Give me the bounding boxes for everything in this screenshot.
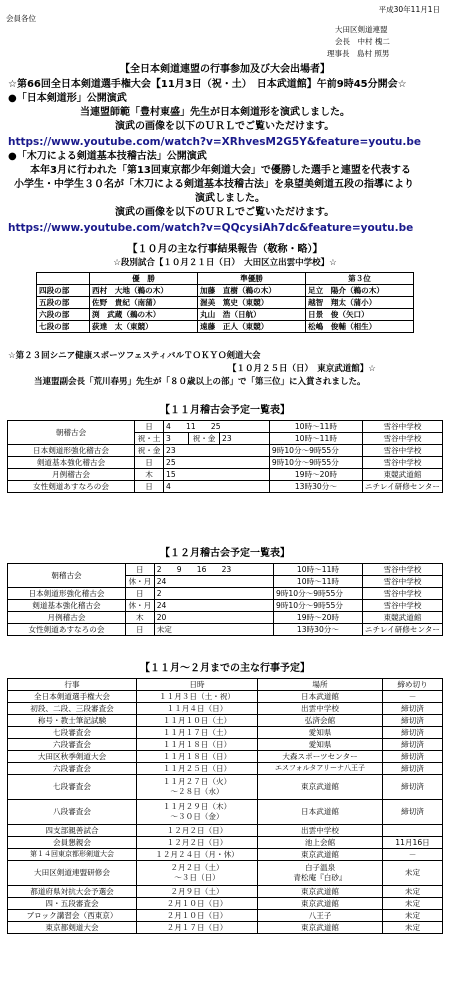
practice-dates: 3 (164, 433, 189, 445)
practice-time: 9時10分～9時55分 (269, 445, 362, 457)
practice-row (8, 588, 443, 600)
december-practice-title: 【１２月稽古会予定一覧表】 (160, 548, 290, 559)
practice-day: 木 (125, 612, 154, 624)
schedule-place: エスフォルタアリーナ八王子 (258, 763, 383, 775)
item1-line1: 当連盟師範「豊村東盛」先生が日本剣道形を演武しました。 (80, 107, 350, 118)
november-practice-table (7, 420, 443, 493)
notice-title: 【全日本剣道連盟の行事参加及び大会出場者】 (120, 64, 330, 75)
schedule-place: 東京武道館 (258, 922, 383, 934)
practice-day: 休・月 (125, 600, 154, 612)
results-winner: 佐野 貴紀（南蒲） (90, 297, 198, 309)
schedule-date: １２月２４日（月・休） (137, 849, 258, 861)
schedule-event: 初段、二段、三段審査会 (8, 703, 137, 715)
schedule-row (8, 886, 443, 898)
schedule-event: 第１４回東京都形剣道大会 (8, 849, 137, 861)
schedule-deadline: 締切済 (383, 739, 443, 751)
item2-line1: 本年3月に行われた「第13回東京都少年剣道大会」で優勝した選手と連盟を代表する (30, 165, 411, 176)
schedule-place: 弘済会館 (258, 715, 383, 727)
practice-dates: 25 (164, 457, 270, 469)
schedule-event: 八段審査会 (8, 800, 137, 825)
practice-place: 雪谷中学校 (362, 457, 442, 469)
practice-day: 日 (125, 624, 154, 636)
practice-place: 雪谷中学校 (362, 576, 442, 588)
schedule-row (8, 727, 443, 739)
practice-time: 10時～11時 (269, 433, 362, 445)
results-header-row (37, 273, 414, 285)
december-practice-table (7, 563, 443, 636)
november-practice-title: 【１１月稽古会予定一覧表】 (160, 405, 290, 416)
schedule-event: 全日本剣道選手権大会 (8, 691, 137, 703)
schedule-event: 六段審査会 (8, 763, 137, 775)
results-row (37, 309, 414, 321)
schedule-deadline: 締切済 (383, 800, 443, 825)
practice-dates: 2 9 16 23 (154, 564, 273, 576)
schedule-header-place: 場所 (258, 679, 383, 691)
schedule-place: 八王子 (258, 910, 383, 922)
practice-row (8, 481, 443, 493)
schedule-event: 大田区剣道連盟研修会 (8, 861, 137, 886)
schedule-place: 東京武道館 (258, 849, 383, 861)
results-third: 日景 俊（矢口） (306, 309, 414, 321)
results-winner: 西村 大地（鵜の木） (90, 285, 198, 297)
schedule-place (258, 861, 383, 886)
practice-day: 木 (135, 469, 164, 481)
item2-video-link[interactable]: https://www.youtube.com/watch?v=QQcysiAh7dc&feature=youtu.be (8, 222, 414, 234)
schedule-date-start: ２月２日（土） (170, 863, 224, 873)
schedule-deadline: － (383, 691, 443, 703)
schedule-place: 出雲中学校 (258, 703, 383, 715)
senior-result-line: 当連盟副会長「荒川春男」先生が「８０歳以上の部」で「第三位」に入賞されました。 (34, 377, 366, 387)
item2-line3: 演武しました。 (195, 193, 265, 204)
schedule-date: １１月１７日（土） (137, 727, 258, 739)
schedule-deadline: 締切済 (383, 727, 443, 739)
practice-time: 10時～11時 (274, 576, 363, 588)
practice-dates: 24 (154, 600, 273, 612)
practice-place: 雪谷中学校 (362, 445, 442, 457)
practice-time: 9時10分～9時55分 (274, 600, 363, 612)
october-results-title: 【１０月の主な行事結果報告（敬称・略）】 (127, 244, 323, 255)
results-runnerup: 加藤 直樹（鵜の木） (198, 285, 306, 297)
practice-row (8, 469, 443, 481)
schedule-date-end: ～２８日（水） (170, 787, 224, 796)
practice-name: 日本剣道形強化稽古会 (8, 588, 126, 600)
results-row (37, 285, 414, 297)
schedule-date-end: ～３日（日） (174, 873, 220, 882)
schedule-deadline: 未定 (383, 898, 443, 910)
results-rank: 五段の部 (37, 297, 90, 309)
schedule-event: 大田区秋季剣道大会 (8, 751, 137, 763)
schedule-deadline: 締切済 (383, 703, 443, 715)
schedule-date: １１月１０日（土） (137, 715, 258, 727)
results-header-winner: 優 勝 (90, 273, 198, 285)
senior-event-line1: ☆第２３回シニア健康スポーツフェスティバルＴＯＫＹＯ剣道大会 (8, 351, 261, 361)
schedule-header-row (8, 679, 443, 691)
schedule-date (137, 775, 258, 800)
schedule-row (8, 861, 443, 886)
practice-day: 休・月 (125, 576, 154, 588)
schedule-deadline: － (383, 849, 443, 861)
practice-name: 女性剣道あすなろの会 (8, 624, 126, 636)
schedule-event: ブロック講習会（西東京） (8, 910, 137, 922)
practice-place: 東競武道館 (362, 612, 442, 624)
item2-line4: 演武の画像を以下のＵＲＬでご覧いただけます。 (115, 207, 335, 218)
schedule-row (8, 800, 443, 825)
practice-dates2: 23 (220, 433, 270, 445)
schedule-deadline: 締切済 (383, 751, 443, 763)
schedule-place: 東京武道館 (258, 775, 383, 800)
practice-time: 13時30分～ (274, 624, 363, 636)
schedule-date-start: １１月２９日（木） (162, 802, 232, 812)
practice-time: 9時10分～9時55分 (274, 588, 363, 600)
schedule-event: 東京都剣道大会 (8, 922, 137, 934)
schedule-row (8, 715, 443, 727)
practice-place: 雪谷中学校 (362, 588, 442, 600)
practice-row (8, 564, 443, 576)
item2-line2: 小学生・中学生３０名が「木刀による剣道基本技稽古法」を泉望美剣道五段の指導により (14, 179, 414, 190)
item1-video-link[interactable]: https://www.youtube.com/watch?v=XRhvesM2G5Y&feature=youtu.be (8, 136, 422, 148)
schedule-place: 出雲中学校 (258, 825, 383, 837)
practice-place: 雪谷中学校 (362, 421, 442, 433)
schedule-date: ２月１０日（日） (137, 910, 258, 922)
schedule-deadline: 締切済 (383, 775, 443, 800)
practice-place: ニチレイ研修センター (362, 624, 442, 636)
practice-time: 19時～20時 (274, 612, 363, 624)
schedule-deadline: 11月16日 (383, 837, 443, 849)
schedule-place: 東京武道館 (258, 886, 383, 898)
practice-dates: 20 (154, 612, 273, 624)
schedule-date-start: １１月２７日（火） (162, 777, 232, 787)
practice-place: 雪谷中学校 (362, 433, 442, 445)
schedule-deadline: 未定 (383, 910, 443, 922)
results-header-runnerup: 準優勝 (198, 273, 306, 285)
results-row (37, 321, 414, 333)
results-winner: 渕 武蔵（鵜の木） (90, 309, 198, 321)
schedule-deadline: 未定 (383, 886, 443, 898)
results-runnerup: 遠藤 正人（東競） (198, 321, 306, 333)
schedule-date-end: ～３０日（金） (170, 812, 224, 821)
results-rank: 四段の部 (37, 285, 90, 297)
schedule-event: 七段審査会 (8, 727, 137, 739)
practice-name: 朝稽古会 (8, 421, 135, 445)
results-header-third: 第３位 (306, 273, 414, 285)
practice-place: 雪谷中学校 (362, 564, 442, 576)
results-rank: 七段の部 (37, 321, 90, 333)
results-winner: 荻達 太（東競） (90, 321, 198, 333)
dan-results-table (36, 272, 414, 333)
schedule-date: １１月２５日（日） (137, 763, 258, 775)
schedule-deadline: 締切済 (383, 763, 443, 775)
schedule-event: 会員懇親会 (8, 837, 137, 849)
practice-time: 9時10分～9時55分 (269, 457, 362, 469)
practice-row (8, 457, 443, 469)
schedule-row (8, 849, 443, 861)
schedule-date (137, 800, 258, 825)
practice-dates: 24 (154, 576, 273, 588)
practice-day2: 祝・金 (189, 433, 220, 445)
item1-line2: 演武の画像を以下のＵＲＬでご覧いただけます。 (115, 121, 335, 132)
schedule-row (8, 837, 443, 849)
practice-time: 10時～11時 (269, 421, 362, 433)
recipients: 会員各位 (6, 14, 36, 23)
practice-place: ニチレイ研修センター (362, 481, 442, 493)
results-third: 足立 陽介（鵜の木） (306, 285, 414, 297)
item1-heading: ●「日本剣道形」公開演武 (8, 93, 127, 104)
schedule-header-date: 日時 (137, 679, 258, 691)
schedule-date: １２月２日（日） (137, 837, 258, 849)
practice-place: 東競武道館 (362, 469, 442, 481)
event-schedule-table (7, 678, 443, 934)
practice-row (8, 600, 443, 612)
schedule-event: 称号・教士筆記試験 (8, 715, 137, 727)
practice-time: 10時～11時 (274, 564, 363, 576)
practice-day: 日 (135, 457, 164, 469)
schedule-event: 七段審査会 (8, 775, 137, 800)
schedule-deadline: 締切済 (383, 715, 443, 727)
schedule-event: 四支部親善試合 (8, 825, 137, 837)
item2-heading: ●「木刀による剣道基本技稽古法」公開演武 (8, 151, 207, 162)
dan-match-event: ☆段別試合【１０月２１日（日） 大田区立出雲中学校】☆ (113, 258, 337, 268)
practice-day: 日 (135, 421, 164, 433)
practice-name: 朝稽古会 (8, 564, 126, 588)
schedule-row (8, 922, 443, 934)
schedule-row (8, 898, 443, 910)
schedule-row (8, 763, 443, 775)
practice-dates: 4 (164, 481, 270, 493)
schedule-date (137, 861, 258, 886)
schedule-place: 日本武道館 (258, 800, 383, 825)
practice-dates: 2 (154, 588, 273, 600)
practice-dates: 15 (164, 469, 270, 481)
schedule-header-deadline: 締め切り (383, 679, 443, 691)
practice-name: 剣道基本強化稽古会 (8, 457, 135, 469)
practice-name: 剣道基本強化稽古会 (8, 600, 126, 612)
practice-name: 月例稽古会 (8, 612, 126, 624)
schedule-row (8, 703, 443, 715)
schedule-place-line2: 青松庵『白砂』 (293, 873, 347, 882)
results-third: 越智 翔太（蒲小） (306, 297, 414, 309)
schedule-place: 日本武道館 (258, 691, 383, 703)
practice-name: 女性剣道あすなろの会 (8, 481, 135, 493)
schedule-place-line1: 白子温泉 (304, 863, 336, 873)
schedule-title: 【１１月～２月までの主な行事予定】 (140, 663, 310, 674)
schedule-deadline: 未定 (383, 922, 443, 934)
results-rank: 六段の部 (37, 309, 90, 321)
schedule-row (8, 825, 443, 837)
practice-row (8, 612, 443, 624)
schedule-place: 池上会館 (258, 837, 383, 849)
results-runnerup: 丸山 浩（日航） (198, 309, 306, 321)
schedule-date: １２月２日（日） (137, 825, 258, 837)
schedule-place: 東京武道館 (258, 898, 383, 910)
practice-name: 日本剣道形強化稽古会 (8, 445, 135, 457)
practice-day: 日 (135, 481, 164, 493)
schedule-row (8, 739, 443, 751)
schedule-date: ２月９日（土） (137, 886, 258, 898)
schedule-deadline: 未定 (383, 861, 443, 886)
schedule-row (8, 751, 443, 763)
schedule-event: 六段審査会 (8, 739, 137, 751)
results-row (37, 297, 414, 309)
practice-day: 祝・土 (135, 433, 164, 445)
schedule-event: 都道府県対抗大会予選会 (8, 886, 137, 898)
practice-dates: 未定 (154, 624, 273, 636)
schedule-date: １１月１８日（日） (137, 751, 258, 763)
practice-time: 19時～20時 (269, 469, 362, 481)
practice-row (8, 445, 443, 457)
director-name: 理事長 島村 照男 (327, 49, 390, 58)
practice-day: 日 (125, 588, 154, 600)
practice-time: 13時30分～ (269, 481, 362, 493)
chairman-name: 会長 中村 槐二 (335, 37, 390, 46)
schedule-header-event: 行事 (8, 679, 137, 691)
practice-dates: 4 11 25 (164, 421, 270, 433)
practice-row (8, 421, 443, 433)
practice-dates: 23 (164, 445, 270, 457)
results-corner-cell (37, 273, 90, 285)
practice-day: 日 (125, 564, 154, 576)
schedule-date: １１月３日（土・祝） (137, 691, 258, 703)
schedule-event: 四・五段審査会 (8, 898, 137, 910)
results-runnerup: 渥美 篤史（東競） (198, 297, 306, 309)
schedule-date: ２月１０日（日） (137, 898, 258, 910)
schedule-row (8, 775, 443, 800)
results-third: 松嶋 俊輔（相生） (306, 321, 414, 333)
senior-event-line2: 【１０月２５日（日） 東京武道館】☆ (228, 364, 376, 374)
schedule-place: 愛知県 (258, 739, 383, 751)
schedule-date: １１月４日（日） (137, 703, 258, 715)
practice-place: 雪谷中学校 (362, 600, 442, 612)
practice-row (8, 624, 443, 636)
schedule-place: 愛知県 (258, 727, 383, 739)
schedule-date: ２月１７日（日） (137, 922, 258, 934)
practice-day: 祝・金 (135, 445, 164, 457)
practice-name: 月例稽古会 (8, 469, 135, 481)
schedule-row (8, 691, 443, 703)
organization-name: 大田区剣道連盟 (335, 25, 388, 34)
schedule-place: 大森スポーツセンター (258, 751, 383, 763)
championship-event-line: ☆第66回全日本剣道選手権大会【11月3日（祝・土） 日本武道館】午前9時45分開会☆ (8, 79, 407, 90)
schedule-date: １１月１８日（日） (137, 739, 258, 751)
schedule-deadline (383, 825, 443, 837)
schedule-row (8, 910, 443, 922)
issue-date: 平成30年11月1日 (378, 5, 440, 14)
